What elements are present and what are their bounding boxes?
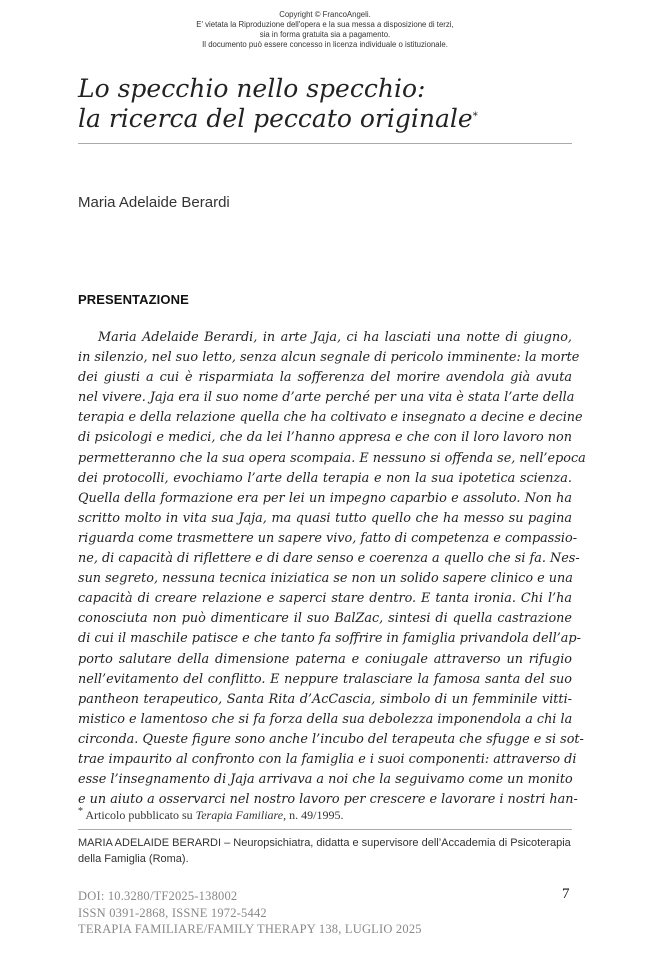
footnote-journal: Terapia Familiare [195,808,284,822]
title-footnote-mark: * [472,111,478,122]
body-line: nel vivere. Jaja era il suo nome d’arte perché per una vita è stata l’arte della [78,390,575,406]
footnote-mark: * [78,806,83,817]
section-heading: PRESENTAZIONE [78,292,189,307]
body-line: dei protocolli, evochiamo l’arte della terapia e non la sua ipotetica scienza. [78,470,572,486]
body-line: circonda. Queste figure sono anche l’incubo del terapeuta che sfugge e si sot- [78,731,584,747]
copyright-line: E' vietata la Riproduzione dell'opera e la sua messa a disposizione di terzi, [196,20,454,29]
body-line: permetteranno che la sua opera scompaia. E nessuno si offenda se, nell’epoca [78,450,586,466]
body-line: di cui il maschile patisce e che tanto fa soffrire in famiglia privandola dell’ap- [78,631,581,647]
title-line-2 [78,104,578,134]
body-line: in silenzio, nel suo letto, senza alcun segnale di pericolo imminente: la morte [78,350,580,366]
doi: DOI: 10.3280/TF2025-138002 [78,889,238,903]
body-line: nell’evitamento del conflitto. E neppure tralasciare la famosa santa del suo [78,671,572,687]
body-line: pantheon terapeutico, Santa Rita d’AcCascia, simbolo di un femminile vitti- [78,691,572,707]
footnote-divider [78,829,572,830]
title-line-2-text: la ricerca del peccato originale [78,104,473,133]
body-line: conosciuta non può dimenticare il suo BalZac, sintesi di quella castrazione [78,611,572,627]
body-line: ne, di capacità di riflettere e di dare senso e coerenza a quello che si fa. Nes- [78,551,580,567]
body-line: mistico e lamentoso che si fa forza della sua debolezza imponendola a chi la [78,711,573,727]
title-line-1: Lo specchio nello specchio: [78,74,426,103]
copyright-line: Copyright © FrancoAngeli. [279,10,371,19]
copyright-line: Il documento può essere concesso in licenza individuale o istituzionale. [202,40,448,49]
bio-line-2: della Famiglia (Roma). [78,853,189,865]
body-line: e un aiuto a osservarci nel nostro lavoro per crescere e lavorare i nostri han- [78,792,578,808]
body-paragraph [78,328,586,810]
body-line: trae impaurito al confronto con la famiglia e i suoi componenti: attraverso di [78,751,577,767]
body-line: sun segreto, nessuna tecnica iniziatica se non un solido sapere clinico e una [78,571,573,587]
body-line: dei giusti a cui è risparmiata la sofferenza del morire avendola già avuta [78,370,572,386]
page-number: 7 [562,886,570,902]
author-bio [78,835,578,867]
copyright-line: sia in forma gratuita sia a pagamento. [259,30,391,39]
body-line: Maria Adelaide Berardi, in arte Jaja, ci ha lasciati una notte di giugno, [98,330,572,345]
body-line: capacità di creare relazione e saperci stare dentro. E tanta ironia. Chi l’ha [78,591,572,607]
publication-info [78,888,422,938]
title-divider [78,143,572,144]
body-line: di psicologi e medici, che da lei l’hanno appresa e che con il loro lavoro non [78,430,572,446]
copyright-notice [0,10,650,50]
issn: ISSN 0391-2868, ISSNE 1972-5442 [78,905,267,920]
footnote [78,806,343,823]
footnote-issue: , n. 49/1995. [283,808,344,822]
bio-line-1: MARIA ADELAIDE BERARDI – Neuropsichiatra, didatta e supervisore dell’Accademia di Psicoterapia [78,837,571,849]
body-line: esse l’insegnamento di Jaja arrivava a noi che la seguivamo come un monito [78,772,573,788]
footnote-text: Articolo pubblicato su [83,808,196,822]
body-line: riguarda come trasmettere un sapere vivo, fatto di competenza e compassio- [78,530,578,546]
body-line: porto salutare della dimensione paterna e coniugale attraverso un rifugio [78,651,572,667]
body-line: terapia e della relazione quella che ha coltivato e insegnato a decine e decine [78,410,583,426]
body-line: Quella della formazione era per lei un impegno caparbio e assoluto. Non ha [78,490,572,506]
article-title [78,74,578,134]
body-line: scritto molto in vita sua Jaja, ma quasi tutto quello che ha messo su pagina [78,510,572,526]
author-name: Maria Adelaide Berardi [78,194,230,211]
journal-issue: TERAPIA FAMILIARE/FAMILY THERAPY 138, LUGLIO 2025 [78,922,422,936]
